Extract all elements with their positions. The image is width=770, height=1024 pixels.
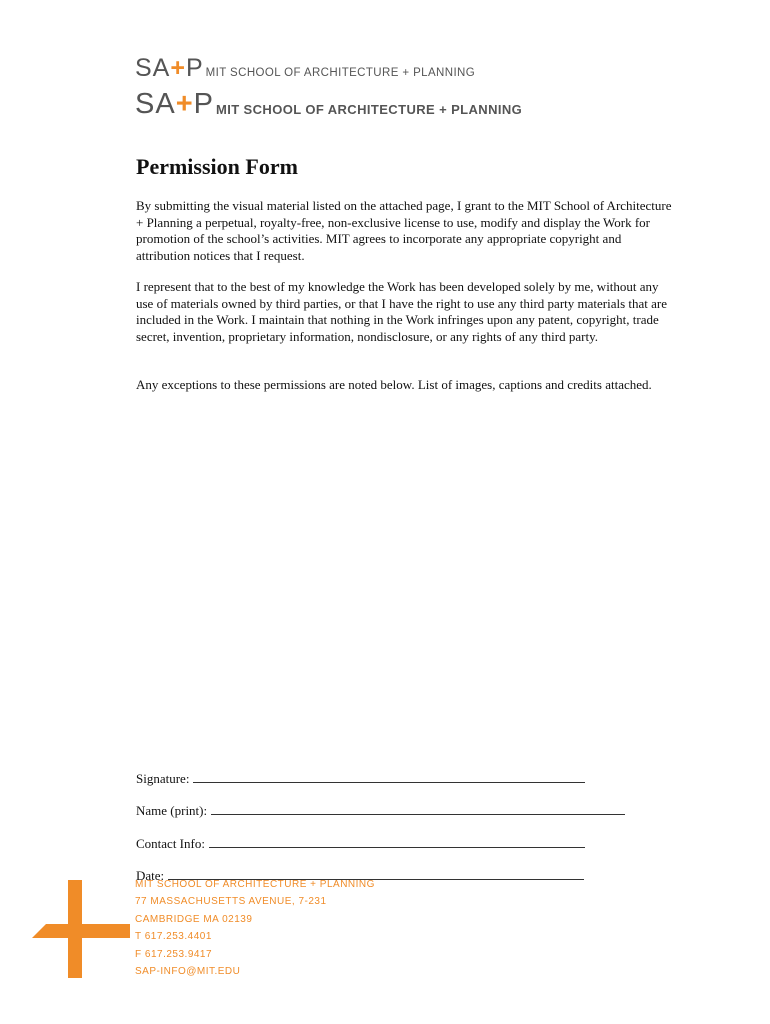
footer-line: MIT SCHOOL OF ARCHITECTURE + PLANNING — [135, 879, 375, 890]
representation-paragraph: I represent that to the best of my knowledge the Work has been developed solely by me, without any use of materials owned by third parties, or that I have the right to use any third party materials that are included in the Work. I maintain that nothing in the Work infringes upon any patent, copyright, trade secret, invention, proprietary information, nondisclosure, or any rights of any third party. — [136, 279, 668, 344]
footer-address — [135, 879, 375, 983]
contact-field[interactable] — [136, 835, 585, 852]
name-line[interactable] — [211, 802, 625, 815]
footer-line: F 617.253.9417 — [135, 948, 213, 960]
contact-line[interactable] — [209, 835, 585, 848]
signature-field[interactable] — [136, 770, 585, 787]
footer-line: SAP-INFO@MIT.EDU — [135, 965, 241, 977]
logo-mark: SA+P — [135, 54, 204, 82]
name-label: Name (print): — [136, 803, 208, 818]
page-title: Permission Form — [136, 154, 298, 179]
exceptions-paragraph: Any exceptions to these permissions are noted below. List of images, captions and credits attached. — [136, 377, 652, 392]
signature-label: Signature: — [136, 771, 190, 786]
date-label: Date: — [136, 868, 165, 883]
logo-text: MIT SCHOOL OF ARCHITECTURE + PLANNING — [215, 102, 523, 117]
logo-text: MIT SCHOOL OF ARCHITECTURE + PLANNING — [205, 67, 476, 79]
plus-cross-icon — [32, 880, 130, 978]
name-field[interactable] — [136, 802, 625, 819]
sap-logo-bold — [135, 90, 522, 119]
license-paragraph: By submitting the visual material listed on the attached page, I grant to the MIT School of Architecture + Planning a perpetual, royalty-free, non-exclusive license to use, modify and display the Work for promotion of the school’s activities. MIT agrees to incorporate any appropriate copyright and attribution notices that I request. — [136, 198, 672, 263]
footer-line: 77 MASSACHUSETTS AVENUE, 7-231 — [135, 896, 327, 908]
footer-line: T 617.253.4401 — [135, 931, 212, 943]
contact-label: Contact Info: — [136, 836, 205, 851]
footer-line: CAMBRIDGE MA 02139 — [135, 913, 253, 925]
signature-line[interactable] — [193, 770, 585, 783]
logo-mark: SA+P — [135, 88, 214, 120]
sap-logo — [135, 56, 475, 81]
